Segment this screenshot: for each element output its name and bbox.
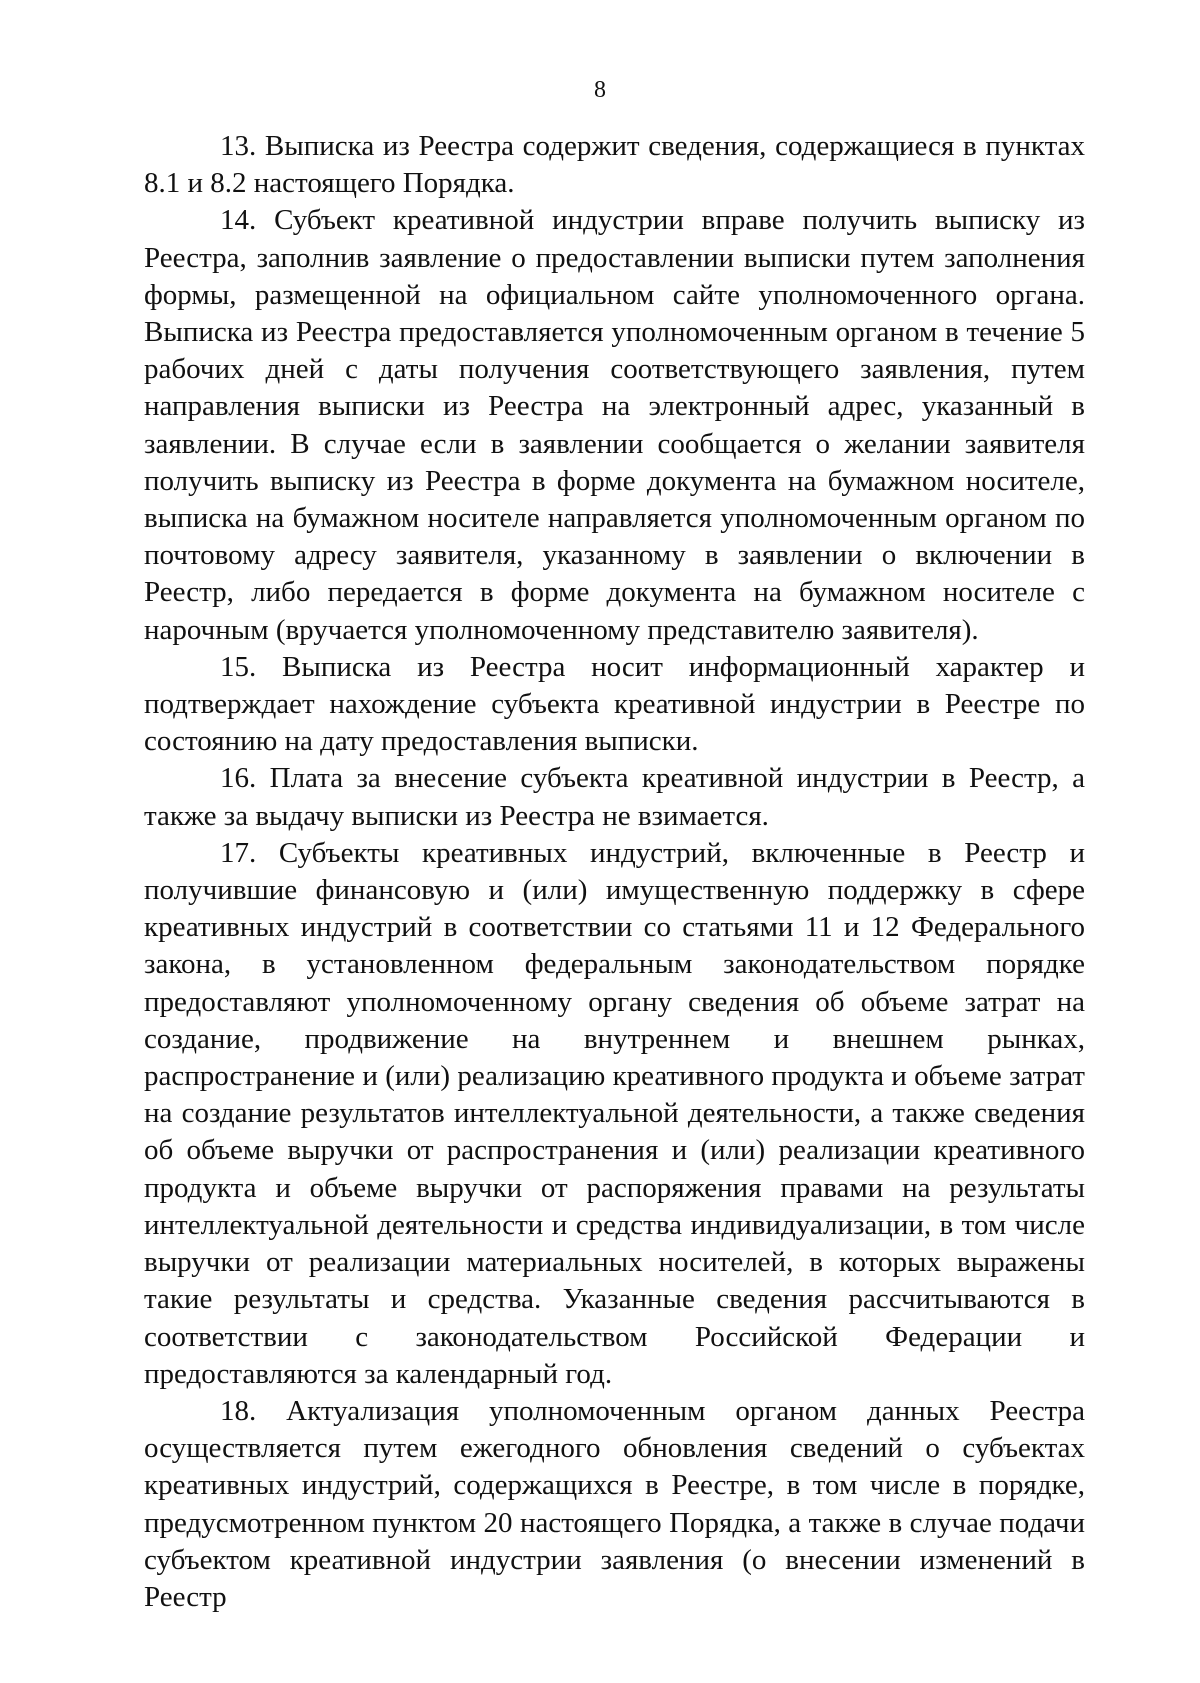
page-number: 8 <box>594 77 606 103</box>
paragraph-14: 14. Субъект креативной индустрии вправе получить выписку из Реестра, заполнив заявление о предоставлении выписки путем заполнения формы, размещенной на официальном сайте уполномоченного органа. Выписка из Реестра предоставляется уполномоченным органом в течение 5 рабочих дней с даты получения соответствующего заявления, путем направления выписки из Реестра на электронный адрес, указанный в заявлении. В случае если в заявлении сообщается о желании заявителя получить выписку из Реестра в форме документа на бумажном носителе, выписка на бумажном носителе направляется уполномоченным органом по почтовому адресу заявителя, указанному в заявлении о включении в Реестр, либо передается в форме документа на бумажном носителе с нарочным (вручается уполномоченному представителю заявителя). <box>144 204 1085 646</box>
paragraph-13: 13. Выписка из Реестра содержит сведения, содержащиеся в пунктах 8.1 и 8.2 настоящего Порядка. <box>144 130 1085 200</box>
paragraph-17: 17. Субъекты креативных индустрий, включенные в Реестр и получившие финансовую и (или) имущественную поддержку в сфере креативных индустрий в соответствии со статьями 11 и 12 Федерального закона, в установленном федеральным законодательством порядке предоставляют уполномоченному органу сведения об объеме затрат на создание, продвижение на внутреннем и внешнем рынках, распространение и (или) реализацию креативного продукта и объеме затрат на создание результатов интеллектуальной деятельности, а также сведения об объеме выручки от распространения и (или) реализации креативного продукта и объеме выручки от распоряжения правами на результаты интеллектуальной деятельности и средства индивидуализации, в том числе выручки от реализации материальных носителей, в которых выражены такие результаты и средства. Указанные сведения рассчитываются в соответствии с законодательством Российской Федерации и предоставляются за календарный год. <box>144 836 1085 1390</box>
document-body <box>144 128 1085 1616</box>
paragraph-18: 18. Актуализация уполномоченным органом данных Реестра осуществляется путем ежегодного обновления сведений о субъектах креативных индустрий, содержащихся в Реестре, в том числе в порядке, предусмотренном пунктом 20 настоящего Порядка, а также в случае подачи субъектом креативной индустрии заявления (о внесении изменений в Реестр <box>144 1394 1085 1613</box>
paragraph-16: 16. Плата за внесение субъекта креативной индустрии в Реестр, а также за выдачу выписки из Реестра не взимается. <box>144 762 1085 832</box>
paragraph-15: 15. Выписка из Реестра носит информационный характер и подтверждает нахождение субъекта креативной индустрии в Реестре по состоянию на дату предоставления выписки. <box>144 650 1085 758</box>
